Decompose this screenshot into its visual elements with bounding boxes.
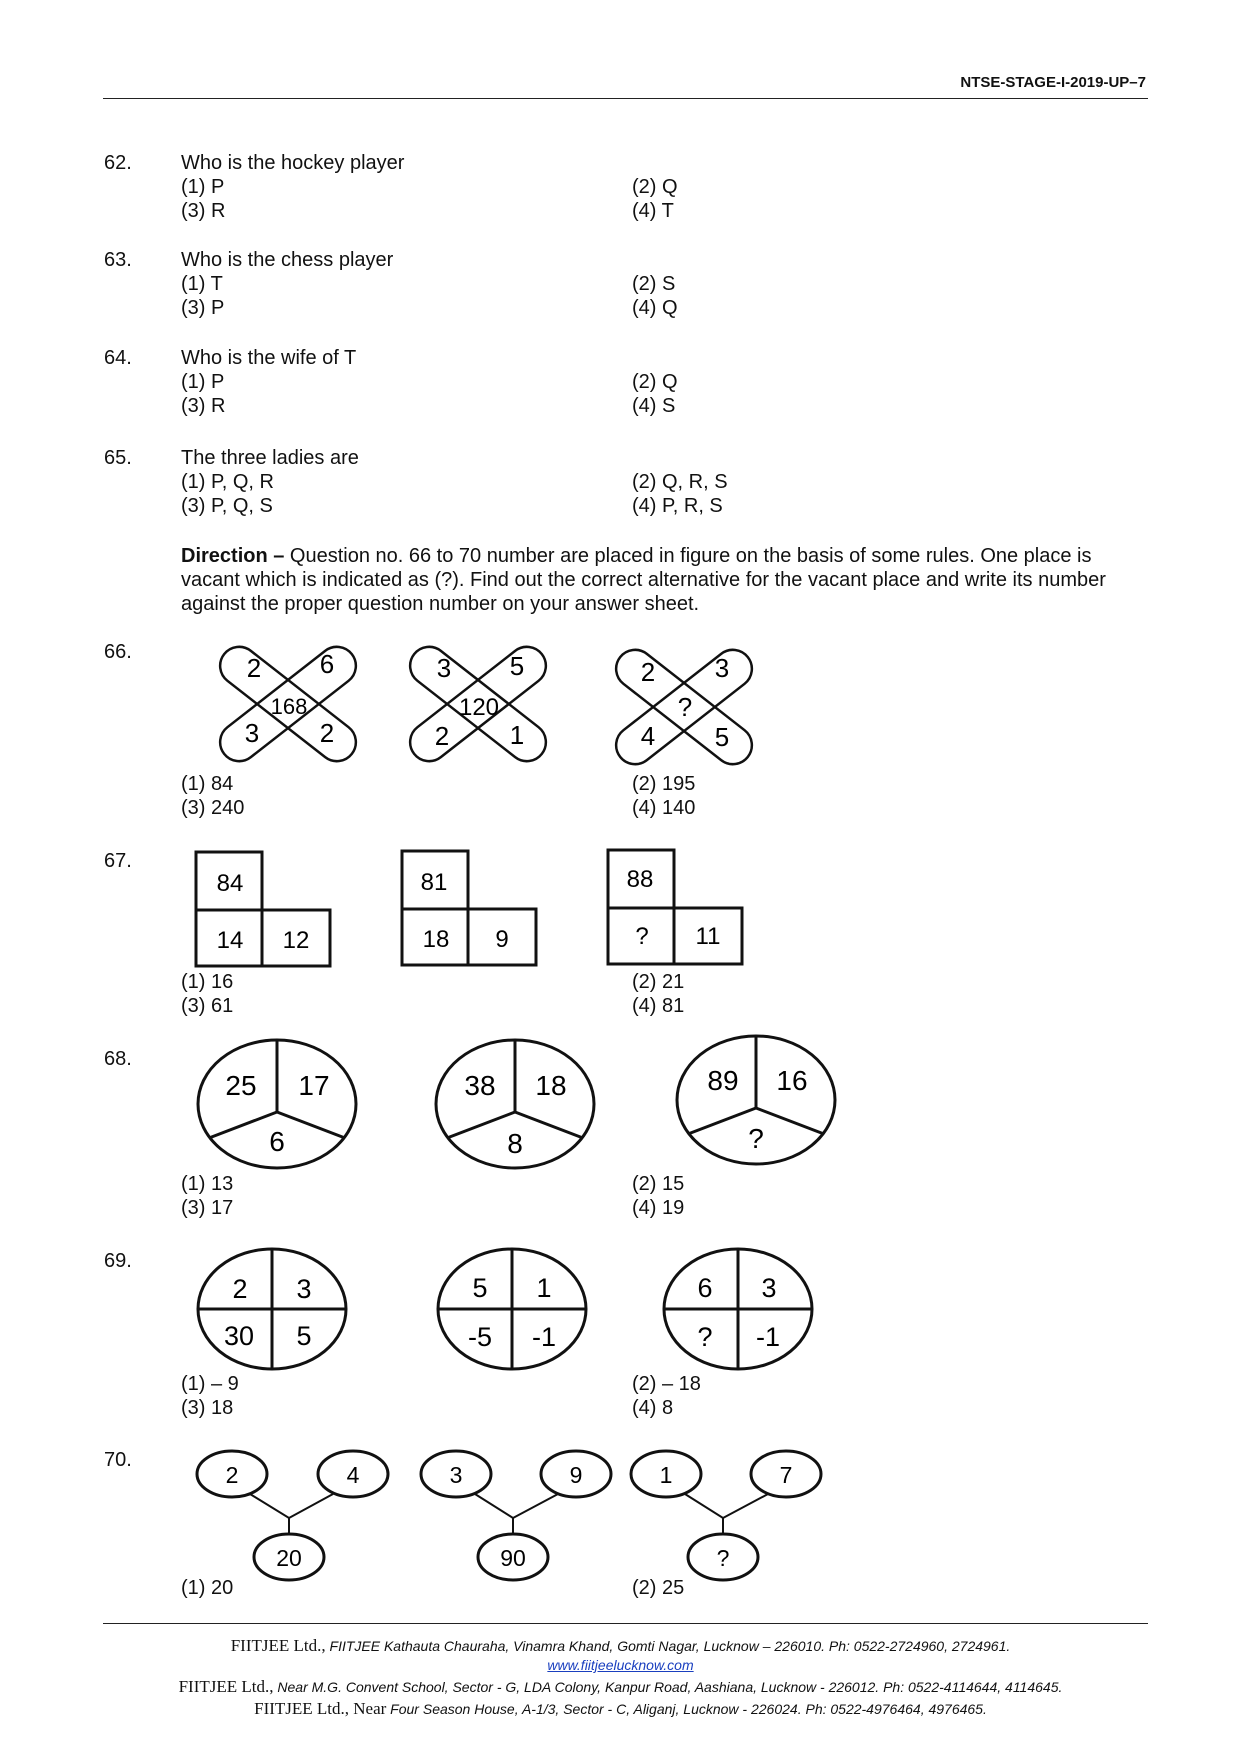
- direction-label: Direction –: [181, 545, 285, 567]
- q67-option-2: (2) 21: [632, 971, 685, 993]
- direction-text: Question no. 66 to 70 number are placed in figure on the basis of some rules. One place is vacant which is indicated as (?). Find out the correct alternative for the vacant place and write its number against the proper question number on your answer sheet.: [181, 545, 1106, 615]
- q68-fig3-left: 89: [707, 1065, 739, 1096]
- q64-option-3: (3) R: [181, 395, 226, 417]
- q66-option-1: (1) 84: [181, 773, 234, 795]
- q63-option-3: (3) P: [181, 297, 225, 319]
- q70-fig1-right: 4: [346, 1462, 360, 1488]
- q62-option-3: (3) R: [181, 200, 226, 222]
- q70-figure-1: [197, 1451, 388, 1580]
- q66-figure-2: [402, 639, 553, 769]
- q69-number: 69.: [104, 1250, 132, 1272]
- q69-fig2-bottom-left: -5: [467, 1322, 493, 1352]
- q69-fig3-bottom-left: ?: [697, 1322, 713, 1352]
- q68-fig2-right: 18: [535, 1070, 567, 1101]
- q70-figure-3: [631, 1451, 821, 1580]
- q66-fig3-bottom-left: 4: [640, 721, 656, 751]
- q68-option-4: (4) 19: [632, 1197, 685, 1219]
- q64-option-1: (1) P: [181, 371, 225, 393]
- q62-number: 62.: [104, 152, 132, 174]
- q62-option-2: (2) Q: [632, 176, 678, 198]
- q66-fig1-bottom-left: 3: [244, 718, 260, 748]
- q64-text: Who is the wife of T: [181, 347, 357, 369]
- q66-fig1-center: 168: [270, 694, 308, 719]
- q66-fig2-top-left: 3: [436, 653, 452, 683]
- q69-figure-3: [664, 1249, 812, 1369]
- q69-figure-1: [198, 1249, 346, 1369]
- q70-fig3-bottom: ?: [716, 1545, 730, 1571]
- q66-fig3-center: ?: [677, 692, 693, 722]
- q68-figure-1: [198, 1040, 356, 1168]
- q66-fig2-top-right: 5: [509, 651, 525, 681]
- q66-option-3: (3) 240: [181, 797, 245, 819]
- q65-number: 65.: [104, 447, 132, 469]
- q66-number: 66.: [104, 641, 132, 663]
- q69-fig2-top-left: 5: [472, 1273, 488, 1303]
- footer-address-2: Near M.G. Convent School, Sector - G, LDA Colony, Kanpur Road, Aashiana, Lucknow - 226012. Ph: 0522-4114644, 4114645.: [273, 1679, 1063, 1695]
- q69-fig1-bottom-left: 30: [223, 1321, 255, 1351]
- q68-option-1: (1) 13: [181, 1173, 234, 1195]
- q68-figures: [195, 1038, 845, 1173]
- q67-fig1-top: 84: [216, 870, 244, 897]
- q68-fig3-bottom: ?: [748, 1123, 764, 1154]
- q68-fig3-right: 16: [776, 1065, 808, 1096]
- q66-fig3-top-right: 3: [714, 653, 730, 683]
- q66-option-2: (2) 195: [632, 773, 696, 795]
- footer-line-3: [0, 1699, 1241, 1719]
- q66-fig3-bottom-right: 5: [714, 722, 730, 752]
- q67-option-3: (3) 61: [181, 995, 234, 1017]
- q67-figures: [190, 848, 780, 968]
- q69-fig2-bottom-right: -1: [531, 1322, 557, 1352]
- q66-fig1-bottom-right: 2: [319, 718, 335, 748]
- q69-option-1: (1) – 9: [181, 1373, 239, 1395]
- q66-figure-3: [608, 642, 759, 772]
- q69-fig3-top-left: 6: [697, 1273, 713, 1303]
- q65-option-1: (1) P, Q, R: [181, 471, 274, 493]
- q68-figure-2: [436, 1040, 594, 1168]
- q62-option-1: (1) P: [181, 176, 225, 198]
- q67-figure-1: [196, 852, 330, 966]
- footer-rule: [103, 1623, 1148, 1624]
- q67-fig1-bottom-left: 14: [216, 927, 244, 954]
- q67-figure-3: [608, 850, 742, 964]
- q70-option-1: (1) 20: [181, 1577, 234, 1599]
- q64-option-2: (2) Q: [632, 371, 678, 393]
- q70-fig1-bottom: 20: [276, 1545, 302, 1571]
- q68-figure-3: [677, 1036, 835, 1164]
- q66-fig1-top-right: 6: [319, 649, 335, 679]
- footer-line-2: [0, 1677, 1241, 1697]
- q66-fig2-center: 120: [458, 694, 500, 721]
- q69-option-3: (3) 18: [181, 1397, 234, 1419]
- q68-fig1-bottom: 6: [269, 1126, 285, 1157]
- q66-fig2-bottom-left: 2: [434, 721, 450, 751]
- footer-company-1: FIITJEE Ltd.,: [230, 1636, 326, 1655]
- q68-fig2-left: 38: [464, 1070, 496, 1101]
- q63-number: 63.: [104, 249, 132, 271]
- q67-number: 67.: [104, 850, 132, 872]
- q68-number: 68.: [104, 1048, 132, 1070]
- q66-option-4: (4) 140: [632, 797, 696, 819]
- q67-option-4: (4) 81: [632, 995, 685, 1017]
- q67-option-1: (1) 16: [181, 971, 234, 993]
- q62-text: Who is the hockey player: [181, 152, 405, 174]
- q70-option-2: (2) 25: [632, 1577, 685, 1599]
- footer-web: [0, 1657, 1241, 1673]
- q67-fig2-bottom-left: 18: [422, 926, 450, 953]
- q64-number: 64.: [104, 347, 132, 369]
- q65-option-3: (3) P, Q, S: [181, 495, 273, 517]
- q69-fig3-top-right: 3: [761, 1273, 777, 1303]
- q64-option-4: (4) S: [632, 395, 676, 417]
- footer-line-1: [0, 1636, 1241, 1656]
- footer-address-1: FIITJEE Kathauta Chauraha, Vinamra Khand, Gomti Nagar, Lucknow – 226010. Ph: 0522-2724960, 2724961.: [325, 1638, 1011, 1654]
- q70-fig2-bottom: 90: [500, 1545, 526, 1571]
- q67-fig2-bottom-right: 9: [495, 926, 509, 953]
- footer-near-3: Near: [349, 1699, 387, 1718]
- q68-fig1-left: 25: [225, 1070, 257, 1101]
- q70-fig1-left: 2: [225, 1462, 239, 1488]
- q66-figure-1: [212, 639, 363, 769]
- q67-figure-2: [402, 851, 536, 965]
- q68-option-2: (2) 15: [632, 1173, 685, 1195]
- q70-fig3-right: 7: [779, 1462, 793, 1488]
- q63-option-4: (4) Q: [632, 297, 678, 319]
- q69-fig2-top-right: 1: [536, 1273, 552, 1303]
- q62-option-4: (4) T: [632, 200, 674, 222]
- q65-text: The three ladies are: [181, 447, 359, 469]
- q69-option-4: (4) 8: [632, 1397, 674, 1419]
- q69-option-2: (2) – 18: [632, 1373, 701, 1395]
- q70-figures: [188, 1440, 838, 1590]
- q67-fig3-bottom-left: ?: [635, 923, 649, 950]
- q69-figures: [195, 1246, 835, 1371]
- q68-fig2-bottom: 8: [507, 1128, 523, 1159]
- q66-fig2-bottom-right: 1: [509, 720, 525, 750]
- footer-website-link[interactable]: www.fiitjeelucknow.com: [547, 1657, 694, 1673]
- q69-fig1-top-left: 2: [232, 1274, 248, 1304]
- q66-fig1-top-left: 2: [246, 653, 262, 683]
- footer-company-2: FIITJEE Ltd.,: [178, 1677, 274, 1696]
- q63-text: Who is the chess player: [181, 249, 394, 271]
- q70-figure-2: [421, 1451, 611, 1580]
- footer-address-3: Four Season House, A-1/3, Sector - C, Aliganj, Lucknow - 226024. Ph: 0522-4976464, 4976465.: [386, 1701, 987, 1717]
- q70-fig2-left: 3: [449, 1462, 463, 1488]
- q65-option-4: (4) P, R, S: [632, 495, 723, 517]
- footer-company-3: FIITJEE Ltd.,: [254, 1699, 350, 1718]
- q67-fig2-top: 81: [420, 869, 448, 896]
- page-header: NTSE-STAGE-I-2019-UP–7: [960, 74, 1146, 91]
- q70-fig2-right: 9: [569, 1462, 583, 1488]
- q69-figure-2: [438, 1249, 586, 1369]
- q69-fig1-top-right: 3: [296, 1274, 312, 1304]
- direction-paragraph: [181, 544, 1136, 616]
- q68-fig1-right: 17: [298, 1070, 330, 1101]
- q63-option-1: (1) T: [181, 273, 223, 295]
- q70-number: 70.: [104, 1449, 132, 1471]
- q66-fig3-top-left: 2: [640, 657, 656, 687]
- q68-option-3: (3) 17: [181, 1197, 234, 1219]
- header-rule: [103, 98, 1148, 99]
- q67-fig1-bottom-right: 12: [282, 927, 310, 954]
- q67-fig3-bottom-right: 11: [695, 923, 721, 950]
- q63-option-2: (2) S: [632, 273, 676, 295]
- q70-fig3-left: 1: [659, 1462, 673, 1488]
- q69-fig1-bottom-right: 5: [296, 1321, 312, 1351]
- q66-figures: [205, 640, 795, 770]
- q67-fig3-top: 88: [626, 866, 654, 893]
- q65-option-2: (2) Q, R, S: [632, 471, 728, 493]
- q69-fig3-bottom-right: -1: [755, 1322, 781, 1352]
